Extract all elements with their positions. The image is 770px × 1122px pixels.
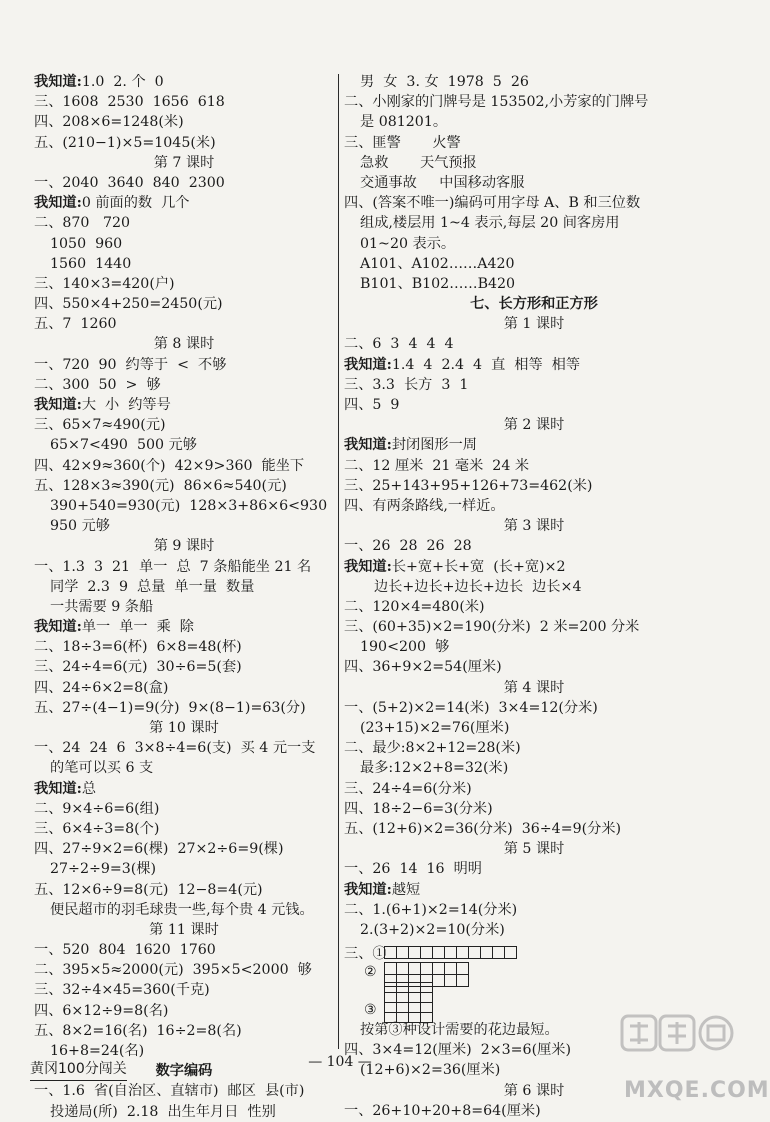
answer-line	[344, 617, 724, 637]
answer-text: 27÷2÷9=3(棵)	[50, 861, 157, 878]
answer-line	[344, 112, 724, 132]
answer-text: 的笔可以买 6 支	[50, 760, 154, 777]
answer-text: 按第③种设计需要的花边最短。	[360, 1022, 559, 1039]
answer-text: 同学 2.3 9 总量 单一量 数量	[50, 578, 255, 595]
answer-line	[344, 375, 724, 395]
knowledge-label: 我知道:	[344, 881, 392, 898]
answer-text: 二、120×4=480(米)	[344, 598, 485, 615]
answer-line	[344, 799, 724, 819]
answer-line	[34, 92, 334, 112]
answer-line	[344, 133, 724, 153]
answer-line	[344, 920, 724, 940]
answer-text: 四、27÷9×2=6(棵) 27×2÷6=9(棵)	[34, 841, 284, 858]
answer-text: B101、B102……B420	[360, 275, 516, 292]
answer-line	[34, 213, 334, 233]
answer-text: 五、128×3≈390(元) 86×6≈540(元)	[34, 477, 287, 494]
answer-line	[344, 476, 724, 496]
answer-text: 一、24 24 6 3×8÷4=6(支) 买 4 元一支	[34, 740, 316, 757]
knowledge-label: 我知道:	[344, 558, 392, 575]
answer-line	[34, 435, 334, 455]
answer-text: 1050 960	[50, 235, 123, 252]
answer-text: 单一 单一 乘 除	[81, 619, 194, 636]
answer-line	[344, 234, 724, 254]
knowledge-label: 我知道:	[344, 356, 392, 373]
answer-text: 一、26 28 26 28	[344, 538, 472, 555]
answer-line	[344, 193, 724, 213]
section-heading: 第 2 课时	[503, 417, 565, 434]
answer-text: 四、208×6=1248(米)	[34, 114, 184, 131]
answer-line	[34, 577, 334, 597]
answer-line	[344, 456, 724, 476]
answer-text: 二、9×4÷6=6(组)	[34, 800, 160, 817]
answer-text: 边长+边长+边长+边长 边长×4	[374, 578, 582, 595]
answer-line	[344, 577, 724, 597]
answer-line	[34, 758, 334, 778]
grid-label-2: ②	[364, 964, 377, 981]
answer-line	[34, 779, 334, 799]
answer-line	[34, 637, 334, 657]
page-number: — 104 —	[308, 1054, 372, 1070]
answer-line	[34, 415, 334, 435]
section-heading: 第 9 课时	[153, 538, 215, 555]
answer-line	[344, 880, 724, 900]
answer-text: 四、550×4+250=2450(元)	[34, 296, 223, 313]
answer-text: 二、300 50 > 够	[34, 376, 161, 393]
section-heading: 第 10 课时	[149, 720, 219, 736]
answer-text: 五、8×2=16(名) 16÷2=8(名)	[34, 1022, 242, 1039]
answer-text: 四、6×12÷9=8(名)	[34, 1002, 169, 1019]
left-column	[34, 72, 334, 1122]
answer-line	[344, 213, 724, 233]
answer-line	[34, 476, 334, 496]
answer-text: 1.0 2. 个 0	[81, 74, 164, 90]
answer-line	[344, 859, 724, 879]
answer-text: 二、870 720	[34, 215, 131, 232]
answer-line	[34, 516, 334, 536]
answer-text: 总	[81, 780, 97, 797]
answer-text: 三、24÷4=6(元) 30÷6=5(套)	[34, 659, 242, 676]
answer-text: 四、36+9×2=54(厘米)	[344, 659, 502, 676]
answer-text: 四、(答案不唯一)编码可用字母 A、B 和三位数	[344, 195, 641, 212]
answer-text: 三、140×3=420(户)	[34, 275, 175, 292]
answer-text: 三、3.3 长方 3 1	[344, 376, 469, 393]
answer-line	[34, 355, 334, 375]
section-heading: 第 6 课时	[503, 1082, 565, 1099]
answer-line	[344, 496, 724, 516]
answer-text: 四、5 9	[344, 397, 400, 413]
answer-text: 一、26+10+20+8=64(厘米)	[344, 1102, 541, 1119]
answer-line	[34, 859, 334, 879]
answer-line	[344, 738, 724, 758]
answer-text: 越短	[391, 881, 421, 898]
answer-text: 一、1.6 省(自治区、直辖市) 邮区 县(市)	[34, 1083, 305, 1100]
grid-cell	[420, 1012, 433, 1023]
answer-text: 二、395×5≈2000(元) 395×5<2000 够	[34, 962, 312, 979]
answer-text: 三、32÷4×45=360(千克)	[34, 982, 210, 999]
answer-text: A101、A102……A420	[360, 255, 515, 272]
knowledge-label: 我知道:	[344, 437, 392, 454]
answer-line	[344, 657, 724, 677]
answer-text: 二、1.(6+1)×2=14(分米)	[344, 901, 518, 918]
answer-line	[34, 133, 334, 153]
answer-text: 四、18÷2−6=3(分米)	[344, 800, 493, 817]
answer-line	[344, 536, 724, 556]
watermark-text: MXQE.COM	[624, 1078, 770, 1103]
answer-line	[344, 779, 724, 799]
answer-line	[344, 557, 724, 577]
answer-line	[34, 738, 334, 758]
answer-text: 封闭图形一周	[391, 437, 477, 454]
answer-line	[34, 597, 334, 617]
answer-line	[34, 1001, 334, 1021]
answer-text: 三、(60+35)×2=190(分米) 2 米=200 分米	[344, 619, 640, 636]
answer-text: 三、匪警 火警	[344, 134, 461, 151]
answer-line	[34, 456, 334, 476]
answer-line	[34, 173, 334, 193]
answer-text: 950 元够	[50, 518, 110, 535]
answer-line	[34, 72, 334, 92]
answer-line	[344, 274, 724, 294]
answer-text: 二、18÷3=6(杯) 6×8=48(杯)	[34, 639, 242, 656]
answer-text: 1.4 4 2.4 4 直 相等 相等	[391, 356, 581, 373]
section-heading: 第 1 课时	[503, 316, 565, 333]
answer-text: (23+15)×2=76(厘米)	[360, 720, 510, 736]
answer-line	[34, 496, 334, 516]
answer-text: 五、(210−1)×5=1045(米)	[34, 134, 216, 151]
knowledge-label: 我知道:	[34, 780, 82, 797]
answer-line	[34, 234, 334, 254]
answer-text: 190<200 够	[360, 639, 450, 656]
answer-line	[34, 314, 334, 334]
answer-text: 二、最少:8×2+12=28(米)	[344, 740, 521, 757]
grid-cell	[456, 974, 469, 987]
answer-text: 0 前面的数 几个	[81, 195, 190, 212]
answer-text: 五、(12+6)×2=36(分米) 36÷4=9(分米)	[344, 820, 622, 837]
grid-figures	[344, 940, 724, 1020]
answer-line	[34, 819, 334, 839]
answer-text: 最多:12×2+8=32(米)	[360, 760, 509, 777]
answer-line	[34, 980, 334, 1000]
answer-line	[34, 880, 334, 900]
answer-text: 是 081201。	[360, 114, 448, 131]
answer-line	[344, 435, 724, 455]
answer-text: 二、小刚家的门牌号是 153502,小芳家的门牌号	[344, 94, 649, 111]
answer-line	[34, 678, 334, 698]
answer-text: 一、1.3 3 21 单一 总 7 条船能坐 21 名	[34, 558, 312, 575]
answer-line	[34, 657, 334, 677]
grid-cell	[504, 946, 517, 959]
answer-text: 大 小 约等号	[81, 397, 171, 413]
right-column	[344, 72, 724, 1121]
answer-text: 一、720 90 约等于 < 不够	[34, 356, 227, 373]
answer-line	[344, 758, 724, 778]
grid-figure-1	[384, 946, 516, 959]
answer-line	[344, 72, 724, 92]
answer-line	[344, 355, 724, 375]
section-heading: 第 7 课时	[153, 154, 215, 171]
answer-text: 四、有两条路线,一样近。	[344, 497, 505, 514]
answer-line	[344, 597, 724, 617]
section-heading: 第 5 课时	[503, 841, 565, 858]
answer-text: 长+宽+长+宽 (长+宽)×2	[391, 558, 566, 575]
answer-line	[34, 617, 334, 637]
answer-line	[344, 718, 724, 738]
answer-line	[344, 92, 724, 112]
answer-line	[34, 960, 334, 980]
answer-line	[34, 254, 334, 274]
answer-line	[34, 839, 334, 859]
answer-line	[344, 637, 724, 657]
answer-line	[34, 557, 334, 577]
answer-line	[34, 375, 334, 395]
answer-text: 四、24÷6×2=8(盒)	[34, 679, 169, 696]
answer-text: 男 女 3. 女 1978 5 26	[360, 74, 529, 90]
answer-line	[34, 799, 334, 819]
answer-text: 三、24÷4=6(分米)	[344, 780, 472, 797]
answer-line	[34, 1081, 334, 1101]
book-brand: 黄冈100分闯关	[30, 1058, 127, 1081]
section-heading: 第 3 课时	[503, 518, 565, 535]
answer-text: 组成,楼层用 1~4 表示,每层 20 间客房用	[360, 215, 620, 232]
answer-line	[344, 900, 724, 920]
answer-text: 四、42×9≈360(个) 42×9>360 能坐下	[34, 457, 305, 474]
knowledge-label: 我知道:	[34, 397, 82, 413]
answer-line	[344, 153, 724, 173]
answer-text: 投递局(所) 2.18 出生年月日 性别	[50, 1103, 276, 1120]
answer-text: 一、26 14 16 明明	[344, 861, 482, 878]
answer-text: 急救 天气预报	[360, 154, 477, 171]
grid-label-3: ③	[364, 1002, 377, 1019]
answer-text: 2.(3+2)×2=10(分米)	[360, 921, 505, 938]
answer-line	[34, 274, 334, 294]
knowledge-label: 我知道:	[34, 74, 82, 90]
answer-text: 四、3×4=12(厘米) 2×3=6(厘米)	[344, 1042, 572, 1059]
column-divider	[338, 74, 339, 1049]
answer-line	[34, 698, 334, 718]
answer-line	[344, 334, 724, 354]
answer-line	[344, 819, 724, 839]
answer-text: 二、6 3 4 4 4	[344, 336, 454, 353]
answer-line	[34, 940, 334, 960]
answer-line	[344, 395, 724, 415]
answer-text: 一、520 804 1620 1760	[34, 942, 216, 959]
answer-text: 五、7 1260	[34, 316, 117, 333]
answer-text: (12+6)×2=36(厘米)	[360, 1062, 501, 1079]
answer-text: 一共需要 9 条船	[50, 598, 154, 615]
answer-line	[34, 900, 334, 920]
answer-text: 二、12 厘米 21 毫米 24 米	[344, 457, 530, 474]
answer-text: 一、2040 3640 840 2300	[34, 174, 225, 191]
answer-line	[34, 193, 334, 213]
answer-text: 三、1608 2530 1656 618	[34, 94, 225, 111]
answer-text: 16+8=24(名)	[50, 1043, 145, 1059]
answer-text: 三、6×4÷3=8(个)	[34, 820, 160, 837]
answer-text: 1560 1440	[50, 255, 132, 272]
knowledge-label: 我知道:	[34, 619, 82, 636]
answer-line	[34, 294, 334, 314]
answer-text: 便民超市的羽毛球贵一些,每个贵 4 元钱。	[50, 901, 314, 918]
answer-text: 五、12×6÷9=8(元) 12−8=4(元)	[34, 881, 263, 898]
grid-label-1: 三、①	[344, 946, 387, 963]
section-heading: 数字编码	[155, 1063, 213, 1080]
answer-line	[344, 254, 724, 274]
answer-text: 一、(5+2)×2=14(米) 3×4=12(分米)	[344, 699, 598, 716]
section-heading: 第 8 课时	[153, 336, 215, 353]
answer-text: 01~20 表示。	[360, 235, 456, 252]
answer-text: 390+540=930(元) 128×3+86×6<930	[50, 497, 328, 514]
answer-line	[34, 1021, 334, 1041]
answer-line	[344, 173, 724, 193]
answer-text: 交通事故 中国移动客服	[360, 174, 525, 191]
section-heading: 第 11 课时	[149, 921, 219, 938]
knowledge-label: 我知道:	[34, 195, 82, 212]
answer-text: 65×7<490 500 元够	[50, 437, 197, 454]
answer-text: 三、25+143+95+126+73=462(米)	[344, 477, 593, 494]
section-heading: 七、长方形和正方形	[470, 296, 598, 313]
grid-figure-3-row	[384, 1012, 432, 1023]
section-heading: 第 4 课时	[503, 679, 565, 696]
answer-line	[34, 112, 334, 132]
answer-line	[34, 1102, 334, 1122]
answer-line	[34, 395, 334, 415]
answer-text: 三、65×7≈490(元)	[34, 417, 166, 434]
answer-text: 五、27÷(4−1)=9(分) 9×(8−1)=63(分)	[34, 699, 306, 716]
answer-line	[344, 698, 724, 718]
